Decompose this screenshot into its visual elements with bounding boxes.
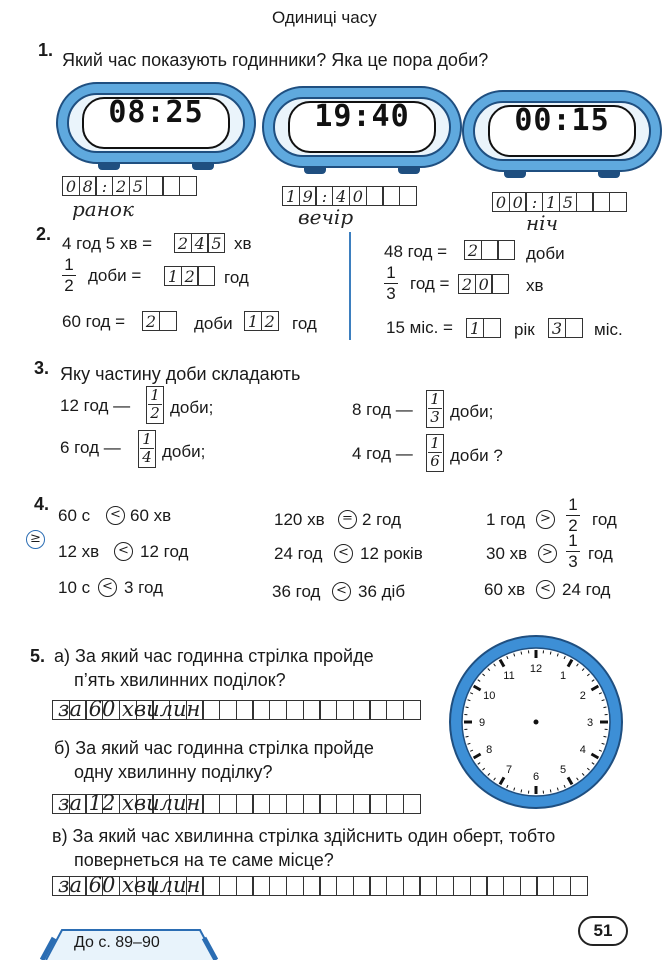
clock-3-display: 00:15 — [514, 103, 610, 138]
task-2-r3-text: 15 міс. = — [386, 318, 453, 337]
task-2-r1-unit: доби — [526, 244, 565, 263]
task-2-r2-unit: хв — [526, 276, 544, 295]
task-4-item-9-sign: < — [536, 580, 555, 599]
task-5b-line-1: б) За який час годинна стрілка пройде — [54, 738, 374, 758]
task-5c-answer: за 60 хвилин — [58, 873, 201, 897]
task-4-item-6-sign: > — [538, 544, 557, 563]
task-2-r3-unit: міс. — [594, 320, 623, 339]
clock-minute-tick — [550, 789, 551, 792]
clock-number-10: 10 — [483, 690, 496, 702]
clock-1-part-of-day: ранок — [72, 197, 134, 221]
task-2-r2-text: год = — [410, 274, 450, 293]
task-5b-line-2: одну хвилинну поділку? — [74, 762, 273, 782]
task-4-item-7-b: 3 год — [124, 578, 164, 597]
task-4-item-5-sign: < — [334, 544, 353, 563]
digital-clock-2 — [262, 86, 462, 168]
task-2-l2-text: доби = — [88, 266, 142, 285]
task-4-item-3-b: год — [592, 510, 617, 529]
task-4-item-9-a: 60 хв — [484, 580, 526, 599]
task-2-r3-answer-1: 1 — [466, 318, 499, 338]
task-4-item-8-sign: < — [332, 582, 351, 601]
task-4-item-1-b: 60 хв — [130, 506, 172, 525]
clock-number-8: 8 — [486, 744, 493, 756]
task-2-r1-answer: 2 — [464, 240, 514, 260]
task-2-l3-text-2: доби — [194, 314, 233, 333]
task-4-item-4-sign: < — [114, 542, 133, 561]
task-4-item-3-fraction: 1 2 — [566, 496, 580, 535]
task-5b-answer: за 12 хвилин — [58, 791, 201, 815]
page-title: Одиниці часу — [272, 8, 377, 27]
task-3-item-2-unit: доби; — [450, 402, 494, 421]
clock-1-display: 08:25 — [108, 95, 204, 130]
task-2-r3-text-2: рік — [514, 320, 535, 339]
task-3-item-3-unit: доби; — [162, 442, 206, 461]
task-4-item-7-a: 10 с — [58, 578, 91, 597]
task-4-item-6-a: 30 хв — [486, 544, 528, 563]
clock-minute-tick — [521, 652, 522, 655]
clock-number-5: 5 — [559, 763, 567, 776]
clock-number-7: 7 — [505, 763, 513, 776]
task-4-item-2-sign: = — [338, 510, 357, 529]
task-2-l3-answer-1: 2 — [142, 311, 175, 331]
task-3-item-3-fraction: 1 4 — [138, 430, 156, 468]
clock-minute-tick — [550, 652, 551, 655]
task-5a-line-1: а) За який час годинна стрілка пройде — [54, 646, 374, 666]
task-4-item-4-b: 12 год — [140, 542, 189, 561]
analog-clock — [446, 632, 626, 812]
task-4-item-2-a: 120 хв — [274, 510, 325, 529]
task-4-item-6-fraction: 1 3 — [566, 532, 580, 571]
task-5c-line-2: повернеться на те саме місце? — [74, 850, 334, 870]
clock-1-answer-cells: 0 8 : 2 5 — [62, 176, 196, 196]
task-2-r1-text: 48 год = — [384, 242, 448, 261]
task-2-r2-answer: 2 0 — [458, 274, 508, 294]
task-5c-line-1: в) За який час хвилинна стрілка здійснить один оберт, тобто — [52, 826, 556, 846]
task-4-sign-hint: ≥ — [26, 530, 45, 549]
task-4-item-1-sign: < — [106, 506, 125, 525]
task-2-l3-answer-2: 1 2 — [244, 311, 277, 331]
task-5-number: 5. — [30, 646, 46, 666]
task-2-l1-unit: хв — [234, 234, 252, 253]
task-4-number: 4. — [34, 494, 50, 514]
task-5a-line-2: п’ять хвилинних поділок? — [74, 670, 286, 690]
task-4-item-7-sign: < — [98, 578, 117, 597]
task-4-item-2-b: 2 год — [362, 510, 402, 529]
task-3-item-1-unit: доби; — [170, 398, 214, 417]
task-4-item-5-a: 24 год — [274, 544, 323, 563]
task-2-r3-answer-2: 3 — [548, 318, 581, 338]
clock-2-part-of-day: вечір — [298, 205, 354, 229]
clock-3-answer-cells: 0 0 : 1 5 — [492, 192, 626, 212]
task-2-l3-text: 60 год = — [62, 312, 126, 331]
clock-minute-tick — [521, 789, 522, 792]
task-4-item-9-b: 24 год — [562, 580, 611, 599]
task-4-item-5-b: 12 років — [360, 544, 423, 563]
task-2-l3-unit: год — [292, 314, 317, 333]
task-2-l2-answer: 1 2 — [164, 266, 214, 286]
clock-number-2: 2 — [579, 690, 586, 702]
task-3-item-1-fraction: 1 2 — [146, 386, 164, 424]
task-4-item-3-a: 1 год — [486, 510, 526, 529]
clock-number-12: 12 — [529, 663, 543, 675]
task-2-l2-unit: год — [224, 268, 249, 287]
task-3-item-4-fraction: 1 6 — [426, 434, 444, 472]
task-4-item-8-a: 36 год — [272, 582, 321, 601]
digital-clock-3 — [462, 90, 662, 172]
clock-number-4: 4 — [579, 744, 586, 756]
task-4-item-4-a: 12 хв — [58, 542, 100, 561]
task-3-item-4-unit: доби ? — [450, 446, 503, 465]
task-2-number: 2. — [36, 224, 52, 244]
task-4-item-8-b: 36 діб — [358, 582, 406, 601]
task-3-item-4-text: 4 год — — [352, 444, 413, 463]
task-4-item-3-sign: > — [536, 510, 555, 529]
task-3-item-2-fraction: 1 3 — [426, 390, 444, 428]
clock-2-answer-cells: 1 9 : 4 0 — [282, 186, 416, 206]
task-2-l2-fraction: 1 2 — [62, 256, 76, 295]
clock-number-1: 1 — [559, 670, 567, 683]
clock-minute-tick — [603, 707, 606, 708]
task-1-number: 1. — [38, 40, 54, 60]
task-3-item-3-text: 6 год — — [60, 438, 121, 457]
task-1-question: Який час показують годинники? Яка це пора доби? — [62, 50, 489, 70]
clock-number-6: 6 — [532, 771, 540, 783]
task-2-l1-answer: 2 4 5 — [174, 233, 224, 253]
clock-minute-tick — [603, 736, 606, 737]
digital-clock-1 — [56, 82, 256, 164]
column-divider — [349, 232, 351, 340]
task-4-item-1-a: 60 с — [58, 506, 91, 525]
clock-number-3: 3 — [586, 717, 594, 729]
task-4-item-6-b: год — [588, 544, 613, 563]
clock-minute-tick — [466, 736, 469, 737]
clock-2-display: 19:40 — [314, 99, 410, 134]
clock-number-9: 9 — [478, 717, 486, 729]
footer-page-reference: До с. 89–90 — [74, 934, 160, 951]
task-5a-answer: за 60 хвилин — [58, 697, 201, 721]
clock-3-part-of-day: ніч — [526, 211, 559, 235]
page-number: 51 — [578, 916, 628, 946]
clock-minute-tick — [466, 707, 469, 708]
clock-number-11: 11 — [503, 670, 515, 683]
task-3-question: Яку частину доби складають — [60, 364, 301, 384]
task-3-item-1-text: 12 год — — [60, 396, 131, 415]
task-2-l1-text: 4 год 5 хв = — [62, 234, 153, 253]
task-3-item-2-text: 8 год — — [352, 400, 413, 419]
task-3-number: 3. — [34, 358, 50, 378]
task-2-r2-fraction: 1 3 — [384, 264, 398, 303]
